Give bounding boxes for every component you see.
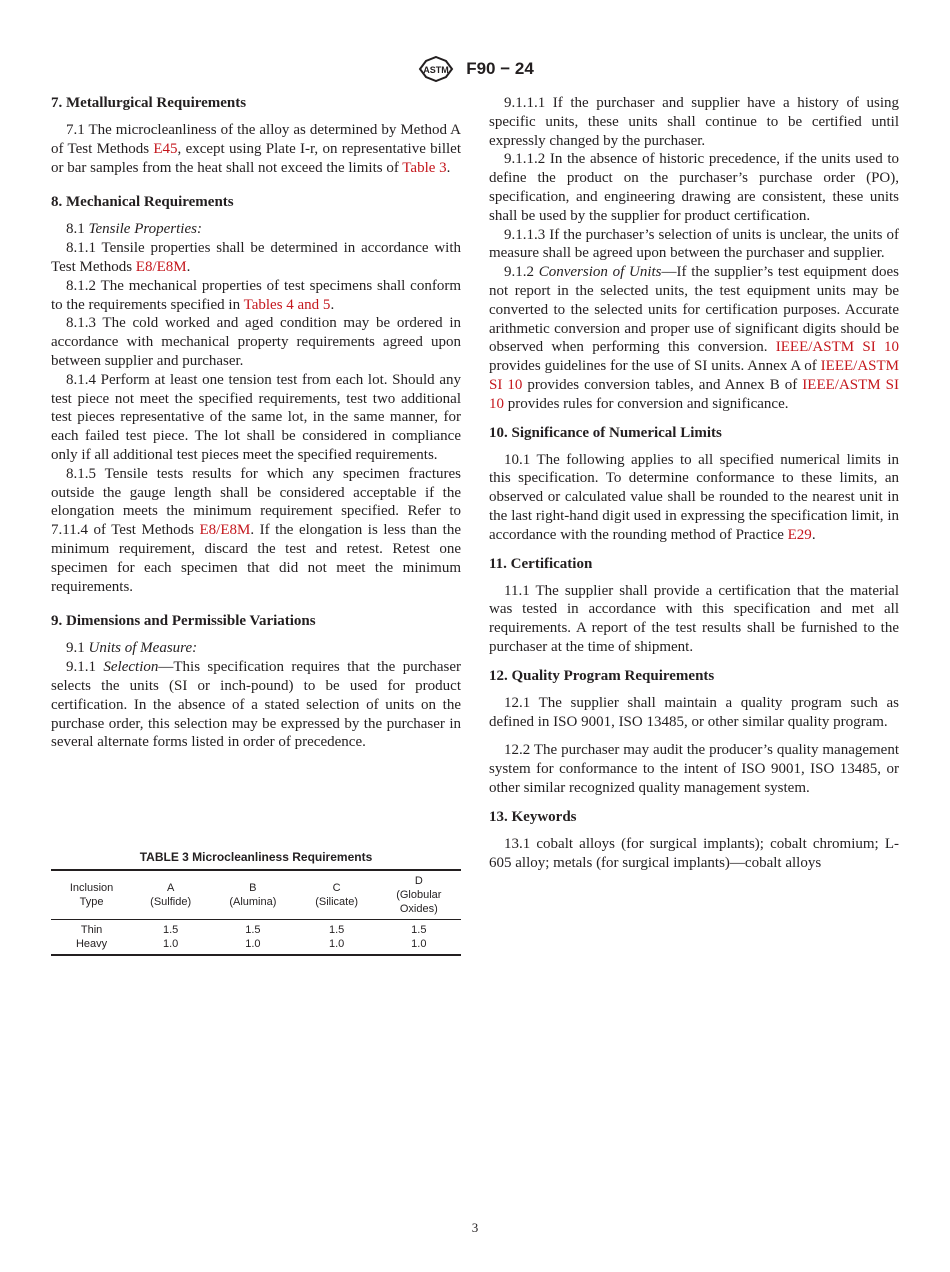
cell-value: 1.5 — [163, 924, 179, 936]
link-e8-e8m[interactable]: E8/E8M — [135, 258, 187, 275]
link-ieee-si10-2[interactable]: IEEE/ASTM SI 10 — [489, 358, 899, 393]
page-header — [0, 56, 950, 82]
standard-designation: F90 − 24 — [466, 59, 534, 78]
section-9-heading: 9. Dimensions and Permissible Variations — [51, 613, 316, 630]
cell-value: 1.0 — [411, 938, 427, 950]
left-column — [51, 94, 461, 768]
cell-value: 1.0 — [245, 938, 261, 950]
col-header-c: C (Silicate) — [315, 882, 358, 908]
para-13-1: 13.1 cobalt alloys (for surgical implants); cobalt chromium; L-605 alloy; metals (for surgical implants)—cobalt alloys — [489, 835, 899, 871]
link-e45[interactable]: E45 — [153, 140, 178, 157]
cell-value: 1.5 — [245, 924, 261, 936]
col-header-d: D (Globular Oxides) — [396, 875, 442, 915]
para-8-1-5: 8.1.5 Tensile tests results for which any specimen fractures outside the gauge length shall be considered acceptable if the elongation meets the minimum requirement specified. Refer to 7.11.4 of Test Methods E8/E8M. If the elongation is less than the minimum requirement, discard the test and retest. Retest one specimen for each specimen that did not meet the minimum requirements. — [51, 465, 461, 595]
para-9-1-2: 9.1.2 Conversion of Units—If the supplier’s test equipment does not report in the selected units, the test equipment units may be converted to the selected units for certification purposes. Accurate arithmetic conversion and proper use of significant digits should be observed when performing this conversion. IEEE/ASTM SI 10 provides guidelines for the use of SI units. Annex A of IEEE/ASTM SI 10 provides conversion tables, and Annex B of IEEE/ASTM SI 10 provides rules for conversion and significance. — [489, 264, 900, 412]
link-table-3[interactable]: Table 3 — [402, 159, 447, 176]
section-13 — [489, 808, 899, 873]
para-12-2: 12.2 The purchaser may audit the producer’s quality management system for conformance to the intent of ISO 9001, ISO 13485, or other similar recognized quality management system. — [489, 742, 899, 796]
para-9-1-1-1: 9.1.1.1 If the purchaser and supplier have a history of using specific units, these units shall continue to be certified until expressly changed by the purchaser. — [489, 95, 899, 149]
para-8-1: 8.1 Tensile Properties: — [66, 221, 202, 238]
link-ieee-si10[interactable]: IEEE/ASTM SI 10 — [775, 339, 899, 356]
para-7-1: 7.1 The microcleanliness of the alloy as determined by Method A of Test Methods E45, except using Plate I-r, on representative billet or bar samples from the heat shall not exceed the limits of Table 3. — [51, 122, 461, 176]
section-13-heading: 13. Keywords — [489, 808, 577, 825]
right-column — [489, 94, 899, 888]
para-8-1-3: 8.1.3 The cold worked and aged condition may be ordered in accordance with mechanical property requirements agreed upon between supplier and purchaser. — [51, 315, 461, 369]
para-10-1: 10.1 The following applies to all specified numerical limits in this specification. To determine conformance to these limits, an observed or calculated value shall be rounded to the nearest unit in the last right-hand digit used in expressing the specification limit, in accordance with the rounding method of Practice E29. — [489, 451, 899, 543]
para-9-1-1-2: 9.1.1.2 In the absence of historic precedence, if the units used to define the product on the purchaser’s purchase order (PO), specification, and engineering drawing are consistent, these units shall be used by the supplier for product certification. — [489, 151, 899, 224]
cell-type: Heavy — [75, 938, 108, 950]
table-row — [51, 920, 461, 938]
link-tables-4-5[interactable]: Tables 4 and 5 — [243, 296, 331, 313]
link-ieee-si10-3[interactable]: IEEE/ASTM SI 10 — [489, 376, 900, 412]
cell-value: 1.5 — [328, 924, 345, 936]
para-9-1-1: 9.1.1 Selection—This specification requires that the purchaser selects the units (SI or inch-pound) to be used for product certification. In the absence of a stated selection of units on the purchase order, this selection may be expressed by the purchaser in several alternate forms listed in order of precedence. — [51, 659, 462, 751]
section-9 — [51, 612, 461, 752]
cell-type: Thin — [80, 924, 103, 936]
microcleanliness-table — [51, 869, 461, 956]
section-10-heading: 10. Significance of Numerical Limits — [489, 424, 722, 441]
para-12-1: 12.1 The supplier shall maintain a quality program such as defined in ISO 9001, ISO 13485, or other similar quality program. — [489, 694, 899, 730]
section-11-heading: 11. Certification — [489, 555, 593, 572]
section-10 — [489, 424, 899, 545]
col-header-inclusion-type: Inclusion Type — [69, 882, 114, 908]
section-11 — [489, 555, 899, 657]
table-row — [51, 937, 461, 955]
cell-value: 1.5 — [411, 924, 427, 936]
table-3-title: TABLE 3 Microcleanliness Requirements — [139, 850, 373, 864]
cell-value: 1.0 — [163, 938, 179, 950]
section-12-heading: 12. Quality Program Requirements — [489, 667, 715, 684]
table-3 — [51, 850, 461, 956]
section-8-heading: 8. Mechanical Requirements — [51, 194, 234, 211]
para-9-1: 9.1 Units of Measure: — [66, 640, 198, 657]
para-8-1-2: 8.1.2 The mechanical properties of test specimens shall conform to the requirements specified in Tables 4 and 5. — [51, 277, 461, 313]
link-e29[interactable]: E29 — [787, 526, 812, 543]
col-header-b: B (Alumina) — [229, 882, 277, 908]
para-8-1-4: 8.1.4 Perform at least one tension test from each lot. Should any test piece not meet the specified requirements, test two additional test pieces representative of the same lot, in the same manner, for each failed test piece. The lot shall be considered in compliance only if all additional test pieces meet the specified requirements. — [51, 371, 461, 463]
astm-logo-icon — [416, 56, 456, 82]
section-7-heading: 7. Metallurgical Requirements — [51, 95, 247, 111]
para-9-1-1-3: 9.1.1.3 If the purchaser’s selection of units is unclear, the units of measure shall be agreed upon between the purchaser and supplier. — [489, 226, 899, 262]
para-11-1: 11.1 The supplier shall provide a certification that the material was tested in accordance with this specification and met all requirements. A report of the test results shall be furnished to the purchaser at the time of shipment. — [489, 582, 899, 655]
link-e8-e8m-2[interactable]: E8/E8M — [199, 522, 251, 539]
col-header-a: A (Sulfide) — [150, 882, 192, 908]
page-number: 3 — [471, 1220, 479, 1235]
table-header-row — [51, 870, 461, 920]
para-8-1-1: 8.1.1 Tensile properties shall be determined in accordance with Test Methods E8/E8M. — [51, 240, 461, 275]
logo-text: ASTM — [423, 65, 449, 75]
cell-value: 1.0 — [328, 938, 345, 950]
section-12 — [489, 667, 899, 798]
section-8 — [51, 193, 461, 596]
section-7 — [51, 94, 461, 177]
